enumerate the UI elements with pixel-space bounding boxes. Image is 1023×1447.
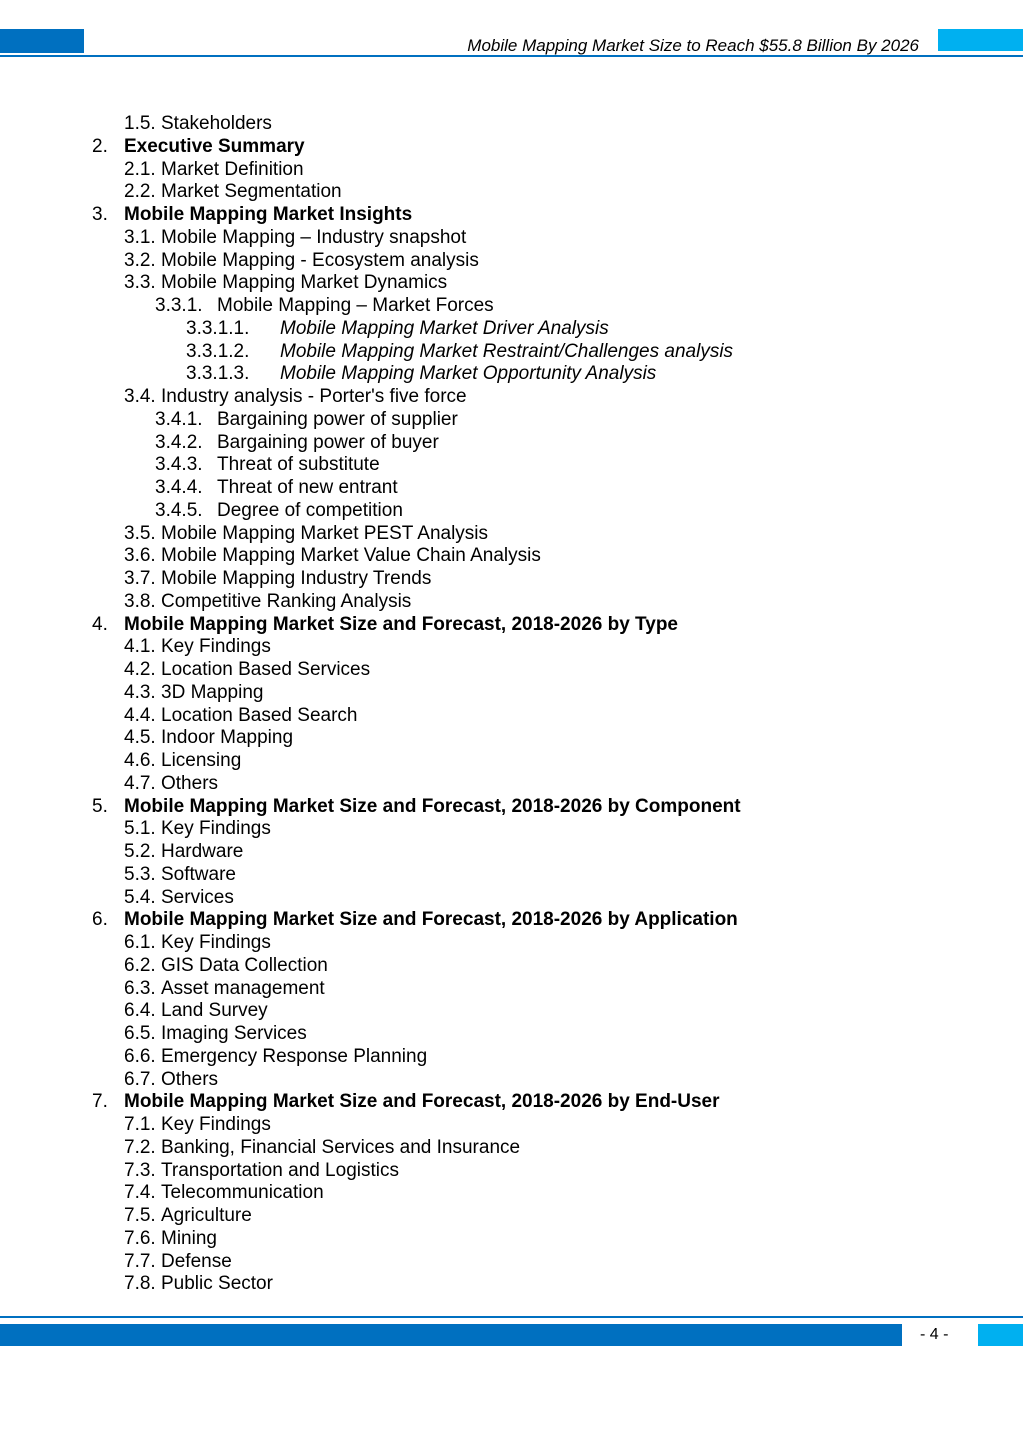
toc-entry-title: Mobile Mapping Industry Trends [161,568,432,589]
toc-entry-title: Degree of competition [217,499,403,521]
toc-entry-title: Key Findings [161,818,271,840]
toc-entry-number: 3.6. [124,545,156,567]
toc-entry-title: Key Findings [161,1114,271,1135]
footer-accent-block-right [978,1324,1023,1346]
toc-entry-number: 4.7. [124,772,156,794]
toc-entry-title: Public Sector [161,1273,273,1295]
toc-entry-number: 7.3. [124,1159,156,1181]
toc-entry-number: 4.5. [124,727,156,749]
toc-entry-number: 5. [92,795,108,817]
toc-entry-number: 3. [92,204,108,225]
toc-entry-number: 6.6. [124,1045,156,1067]
toc-entry-number: 3.3.1.1. [186,317,250,339]
toc-entry-title: Licensing [161,750,242,771]
toc-entry-number: 3.4.4. [155,477,203,498]
toc-entry-title: Market Definition [161,158,304,180]
toc-entry-number: 7.4. [124,1182,156,1204]
toc-entry-number: 3.2. [124,249,156,271]
toc-entry-title: Mobile Mapping Market Opportunity Analysis [280,363,657,385]
toc-entry-number: 3.3. [124,272,156,294]
toc-entry-title: Agriculture [161,1205,252,1226]
toc-entry-number: 6.5. [124,1023,156,1044]
toc-entry-number: 3.1. [124,226,156,248]
toc-entry-title: Industry analysis - Porter's five force [161,386,467,407]
toc-entry-title: Key Findings [161,636,271,658]
toc-entry-number: 6.4. [124,1000,156,1022]
toc-entry-title: Software [161,863,236,885]
toc-entry-number: 2. [92,135,108,157]
toc-entry-number: 6.2. [124,954,156,976]
toc-entry-title: Imaging Services [161,1023,307,1044]
toc-entry-title: Location Based Search [161,704,358,726]
toc-entry-title: Mobile Mapping Market Insights [124,204,413,225]
toc-entry-title: Mobile Mapping Market Size and Forecast, 2018-2026 by Component [124,795,741,817]
footer-rule [0,1316,1023,1318]
toc-entry-title: 3D Mapping [161,681,264,703]
toc-entry-number: 3.8. [124,590,156,612]
toc-entry-title: Threat of new entrant [217,477,398,498]
toc-entry-number: 5.4. [124,886,156,908]
toc-entry-title: Mobile Mapping Market PEST Analysis [161,522,489,544]
toc-entry-title: Location Based Services [161,659,371,680]
toc-entry-number: 3.4.2. [155,431,203,453]
toc-entry-title: Asset management [161,977,325,999]
toc-entry-number: 7.1. [124,1114,156,1135]
toc-entry-title: Mobile Mapping Market Size and Forecast, 2018-2026 by Type [124,613,678,635]
header-accent-block-right [938,29,1023,51]
toc-entry-title: Others [161,772,219,794]
toc-entry-title: Market Segmentation [161,181,342,203]
toc-entry-number: 7.5. [124,1205,156,1226]
header-accent-block-left [0,29,84,53]
toc-entry-number: 7.8. [124,1273,156,1295]
toc-entry-number: 3.3.1. [155,295,203,316]
toc-entry-title: Mobile Mapping Market Restraint/Challenges analysis [280,340,734,362]
toc-entry-number: 3.4.3. [155,454,203,476]
toc-entry-title: Mobile Mapping Market Dynamics [161,272,448,294]
toc-entry-number: 6.1. [124,932,156,953]
toc-entry-title: Bargaining power of buyer [217,431,439,453]
toc-entry-number: 6.3. [124,977,156,999]
toc-entry-number: 7. [92,1091,108,1113]
toc-entry-number: 5.3. [124,863,156,885]
toc-entry-title: Mobile Mapping Market Size and Forecast, 2018-2026 by Application [124,909,738,931]
toc-entry-title: Telecommunication [161,1182,324,1204]
toc-entry-title: GIS Data Collection [161,954,328,976]
toc-entry-number: 4.3. [124,681,156,703]
toc-entry-title: Indoor Mapping [161,727,294,749]
toc-entry-number: 1.5. [124,113,156,134]
toc-entry-title: Mobile Mapping Market Driver Analysis [280,317,609,339]
toc-entry-number: 7.7. [124,1250,156,1272]
toc-entry-number: 4.2. [124,659,156,680]
toc-entry-number: 4.4. [124,704,156,726]
toc-entry-number: 3.4. [124,386,156,407]
toc-entry-title: Competitive Ranking Analysis [161,590,412,612]
toc-entry-title: Mobile Mapping Market Size and Forecast, 2018-2026 by End-User [124,1091,720,1113]
toc-entry-title: Executive Summary [124,135,305,157]
toc-entry-number: 7.6. [124,1227,156,1249]
toc-entry-title: Emergency Response Planning [161,1045,428,1067]
toc-entry-title: Bargaining power of supplier [217,408,458,430]
toc-entry-title: Threat of substitute [217,454,380,476]
toc-entry-title: Mobile Mapping - Ecosystem analysis [161,249,479,271]
toc-entry-title: Land Survey [161,1000,268,1022]
toc-entry-title: Mining [161,1227,217,1249]
header-rule [0,55,1023,57]
toc-entry-title: Mobile Mapping Market Value Chain Analysis [161,545,541,567]
toc-entry-number: 6.7. [124,1068,156,1090]
toc-entry-number: 4. [92,613,108,635]
toc-entry-title: Transportation and Logistics [161,1159,399,1181]
header-title: Mobile Mapping Market Size to Reach $55.8 Billion By 2026 [467,36,919,55]
toc-entry-title: Mobile Mapping – Market Forces [217,295,494,316]
toc-entry-number: 5.1. [124,818,156,840]
toc-entry-number: 6. [92,909,108,931]
toc-entry-title: Stakeholders [161,113,272,134]
toc-entry-title: Defense [161,1250,232,1272]
toc-entry-title: Mobile Mapping – Industry snapshot [161,226,467,248]
toc-entry-number: 7.2. [124,1136,156,1158]
toc-entry-title: Key Findings [161,932,271,953]
toc-entry-number: 3.4.5. [155,499,203,521]
toc-entry-number: 4.1. [124,636,156,658]
toc-entry-number: 2.1. [124,158,156,180]
toc-entry-title: Others [161,1068,219,1090]
toc-entry-number: 2.2. [124,181,156,203]
toc-entry-number: 3.4.1. [155,408,203,430]
toc-entry-number: 3.5. [124,522,156,544]
toc-entry-number: 4.6. [124,750,156,771]
toc-entry-number: 3.3.1.2. [186,340,250,362]
footer-accent-bar [0,1324,902,1346]
toc-entry-number: 5.2. [124,841,156,862]
toc-entry-title: Services [161,886,234,908]
toc-entry-number: 3.3.1.3. [186,363,250,385]
toc-entry-number: 3.7. [124,568,156,589]
page-number: - 4 - [920,1326,949,1343]
toc-entry-title: Hardware [161,841,244,862]
toc-entry-title: Banking, Financial Services and Insurance [161,1136,521,1158]
